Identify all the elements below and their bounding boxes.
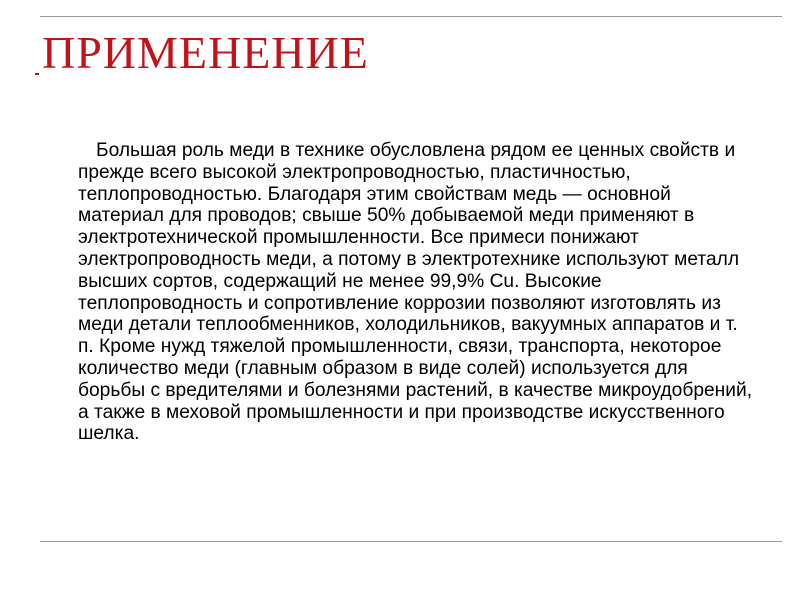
slide-body-text: Большая роль меди в технике обусловлена рядом ее ценных свойств и прежде всего высокой электропроводностью, пластичностью, теплопроводностью. Благодаря этим свойствам медь — основной материал для проводов; свыше 50% добываемой меди применяют в электротехнической промышленности. Все примеси понижают электропроводность меди, а потому в электротехнике используют металл высших сортов, содержащий не менее 99,9% Cu. Высокие теплопроводность и сопротивление коррозии позволяют изготовлять из меди детали теплообменников, холодильников, вакуумных аппаратов и т. п. Кроме нужд тяжелой промышленности, связи, транспорта, некоторое количество меди (главным образом в виде солей) используется для борьбы с вредителями и болезнями растений, в качестве микроудобрений, а также в меховой промышленности и при производстве искусственного шелка. — [78, 140, 753, 445]
bottom-divider — [40, 541, 782, 542]
title-accent-mark — [35, 73, 39, 75]
top-divider — [40, 16, 782, 17]
slide-title: ПРИМЕНЕНИЕ — [42, 27, 369, 78]
